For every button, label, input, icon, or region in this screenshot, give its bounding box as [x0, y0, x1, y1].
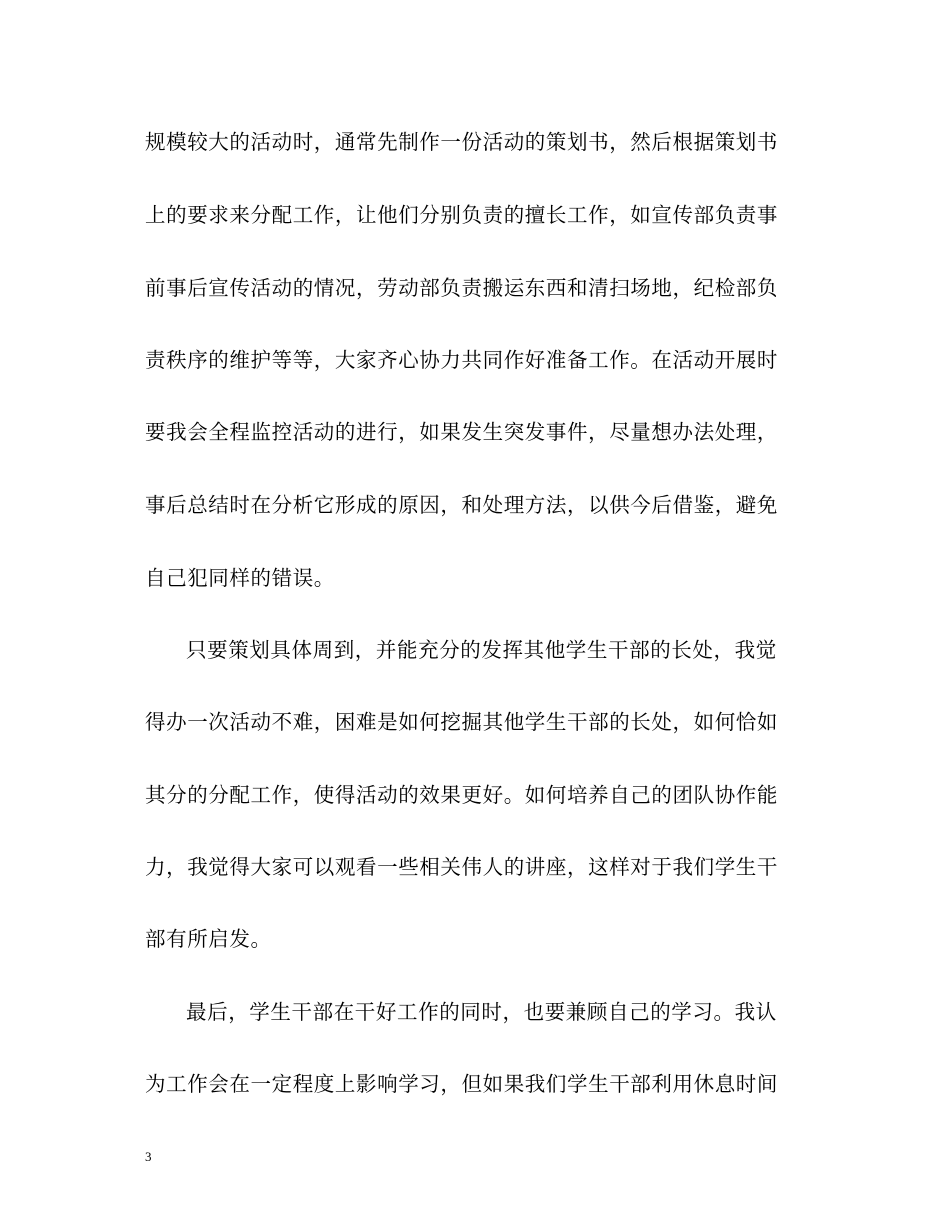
paragraph-start-line-8: 只要策划具体周到，并能充分的发挥其他学生干部的长处，我觉 [186, 638, 777, 662]
text-line-1: 规模较大的活动时，通常先制作一份活动的策划书，然后根据策划书 [145, 130, 778, 154]
text-line-12: 部有所启发。 [145, 927, 272, 951]
text-line-6: 事后总结时在分析它形成的原因，和处理方法，以供今后借鉴，避免 [145, 493, 778, 517]
text-line-7: 自己犯同样的错误。 [145, 566, 335, 590]
text-line-2: 上的要求来分配工作，让他们分别负责的擅长工作，如宣传部负责事 [145, 203, 778, 227]
page-number: 3 [145, 1149, 152, 1164]
text-line-9: 得办一次活动不难，困难是如何挖掘其他学生干部的长处，如何恰如 [145, 710, 778, 734]
text-line-14: 为工作会在一定程度上影响学习，但如果我们学生干部利用休息时间 [145, 1072, 778, 1096]
text-line-3: 前事后宣传活动的情况，劳动部负责搬运东西和清扫场地，纪检部负 [145, 276, 778, 300]
paragraph-start-line-13: 最后，学生干部在干好工作的同时，也要兼顾自己的学习。我认 [186, 1000, 777, 1024]
text-line-5: 要我会全程监控活动的进行，如果发生突发事件，尽量想办法处理， [145, 420, 778, 444]
text-line-10: 其分的分配工作，使得活动的效果更好。如何培养自己的团队协作能 [145, 783, 778, 807]
text-line-4: 责秩序的维护等等，大家齐心协力共同作好准备工作。在活动开展时 [145, 348, 778, 372]
text-line-11: 力，我觉得大家可以观看一些相关伟人的讲座，这样对于我们学生干 [145, 855, 778, 879]
